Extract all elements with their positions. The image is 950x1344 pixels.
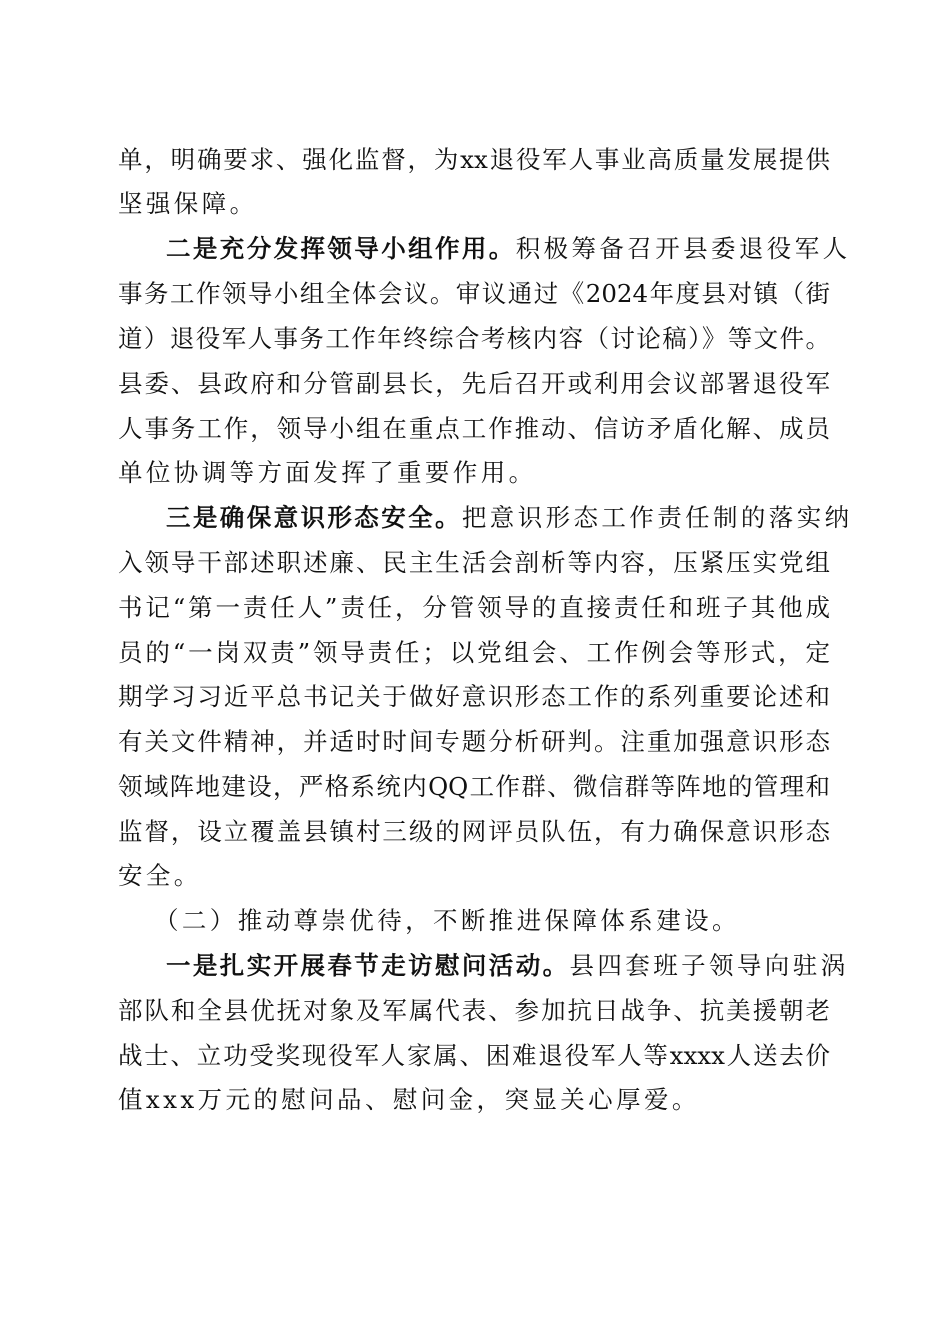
- paragraph-line: 县委、县政府和分管副县长，先后召开或利用会议部署退役军: [118, 369, 830, 398]
- paragraph-line: 人事务工作，领导小组在重点工作推动、信访矛盾化解、成员: [118, 414, 830, 443]
- paragraph-line: 入领导干部述职述廉、民主生活会剖析等内容，压紧压实党组: [118, 548, 830, 577]
- paragraph-heading: 三是确保意识形态安全。: [166, 503, 462, 532]
- paragraph-line: 监督，设立覆盖县镇村三级的网评员队伍，有力确保意识形态: [118, 817, 830, 846]
- paragraph-line: 事务工作领导小组全体会议。审议通过《2024年度县对镇（街: [118, 279, 830, 308]
- paragraph-text: 县四套班子领导向驻涡: [569, 951, 849, 980]
- paragraph-line: 单位协调等方面发挥了重要作用。: [118, 458, 537, 487]
- paragraph-line: 坚强保障。: [118, 189, 258, 218]
- paragraph-line: [166, 229, 851, 269]
- paragraph-line: 单，明确要求、强化监督，为xx退役军人事业高质量发展提供: [118, 145, 830, 174]
- paragraph-line: 期学习习近平总书记关于做好意识形态工作的系列重要论述和: [118, 682, 830, 711]
- paragraph-heading: 一是扎实开展春节走访慰问活动。: [166, 951, 570, 980]
- paragraph-line: [166, 946, 849, 986]
- paragraph-line: 领域阵地建设，严格系统内QQ工作群、微信群等阵地的管理和: [118, 772, 830, 801]
- paragraph-line: 值xxx万元的慰问品、慰问金，突显关心厚爱。: [118, 1085, 700, 1114]
- paragraph-line: 安全。: [118, 861, 202, 890]
- paragraph-text: 积极筹备召开县委退役军人: [515, 234, 851, 263]
- paragraph-line: 部队和全县优抚对象及军属代表、参加抗日战争、抗美援朝老: [118, 996, 830, 1025]
- paragraph-line: 有关文件精神，并适时时间专题分析研判。注重加强意识形态: [118, 727, 830, 756]
- paragraph-text: 把意识形态工作责任制的落实纳: [461, 503, 853, 532]
- paragraph-line: [166, 498, 853, 538]
- paragraph-line: 书记“第一责任人”责任，分管领导的直接责任和班子其他成: [118, 593, 830, 622]
- paragraph-line: 战士、立功受奖现役军人家属、困难退役军人等xxxx人送去价: [118, 1041, 830, 1070]
- paragraph-heading: 二是充分发挥领导小组作用。: [166, 234, 516, 263]
- paragraph-line: 道）退役军人事务工作年终综合考核内容（讨论稿）》等文件。: [118, 324, 830, 353]
- paragraph-line: 员的“一岗双责”领导责任；以党组会、工作例会等形式，定: [118, 638, 830, 667]
- section-heading: （二）推动尊崇优待，不断推进保障体系建设。: [154, 906, 740, 935]
